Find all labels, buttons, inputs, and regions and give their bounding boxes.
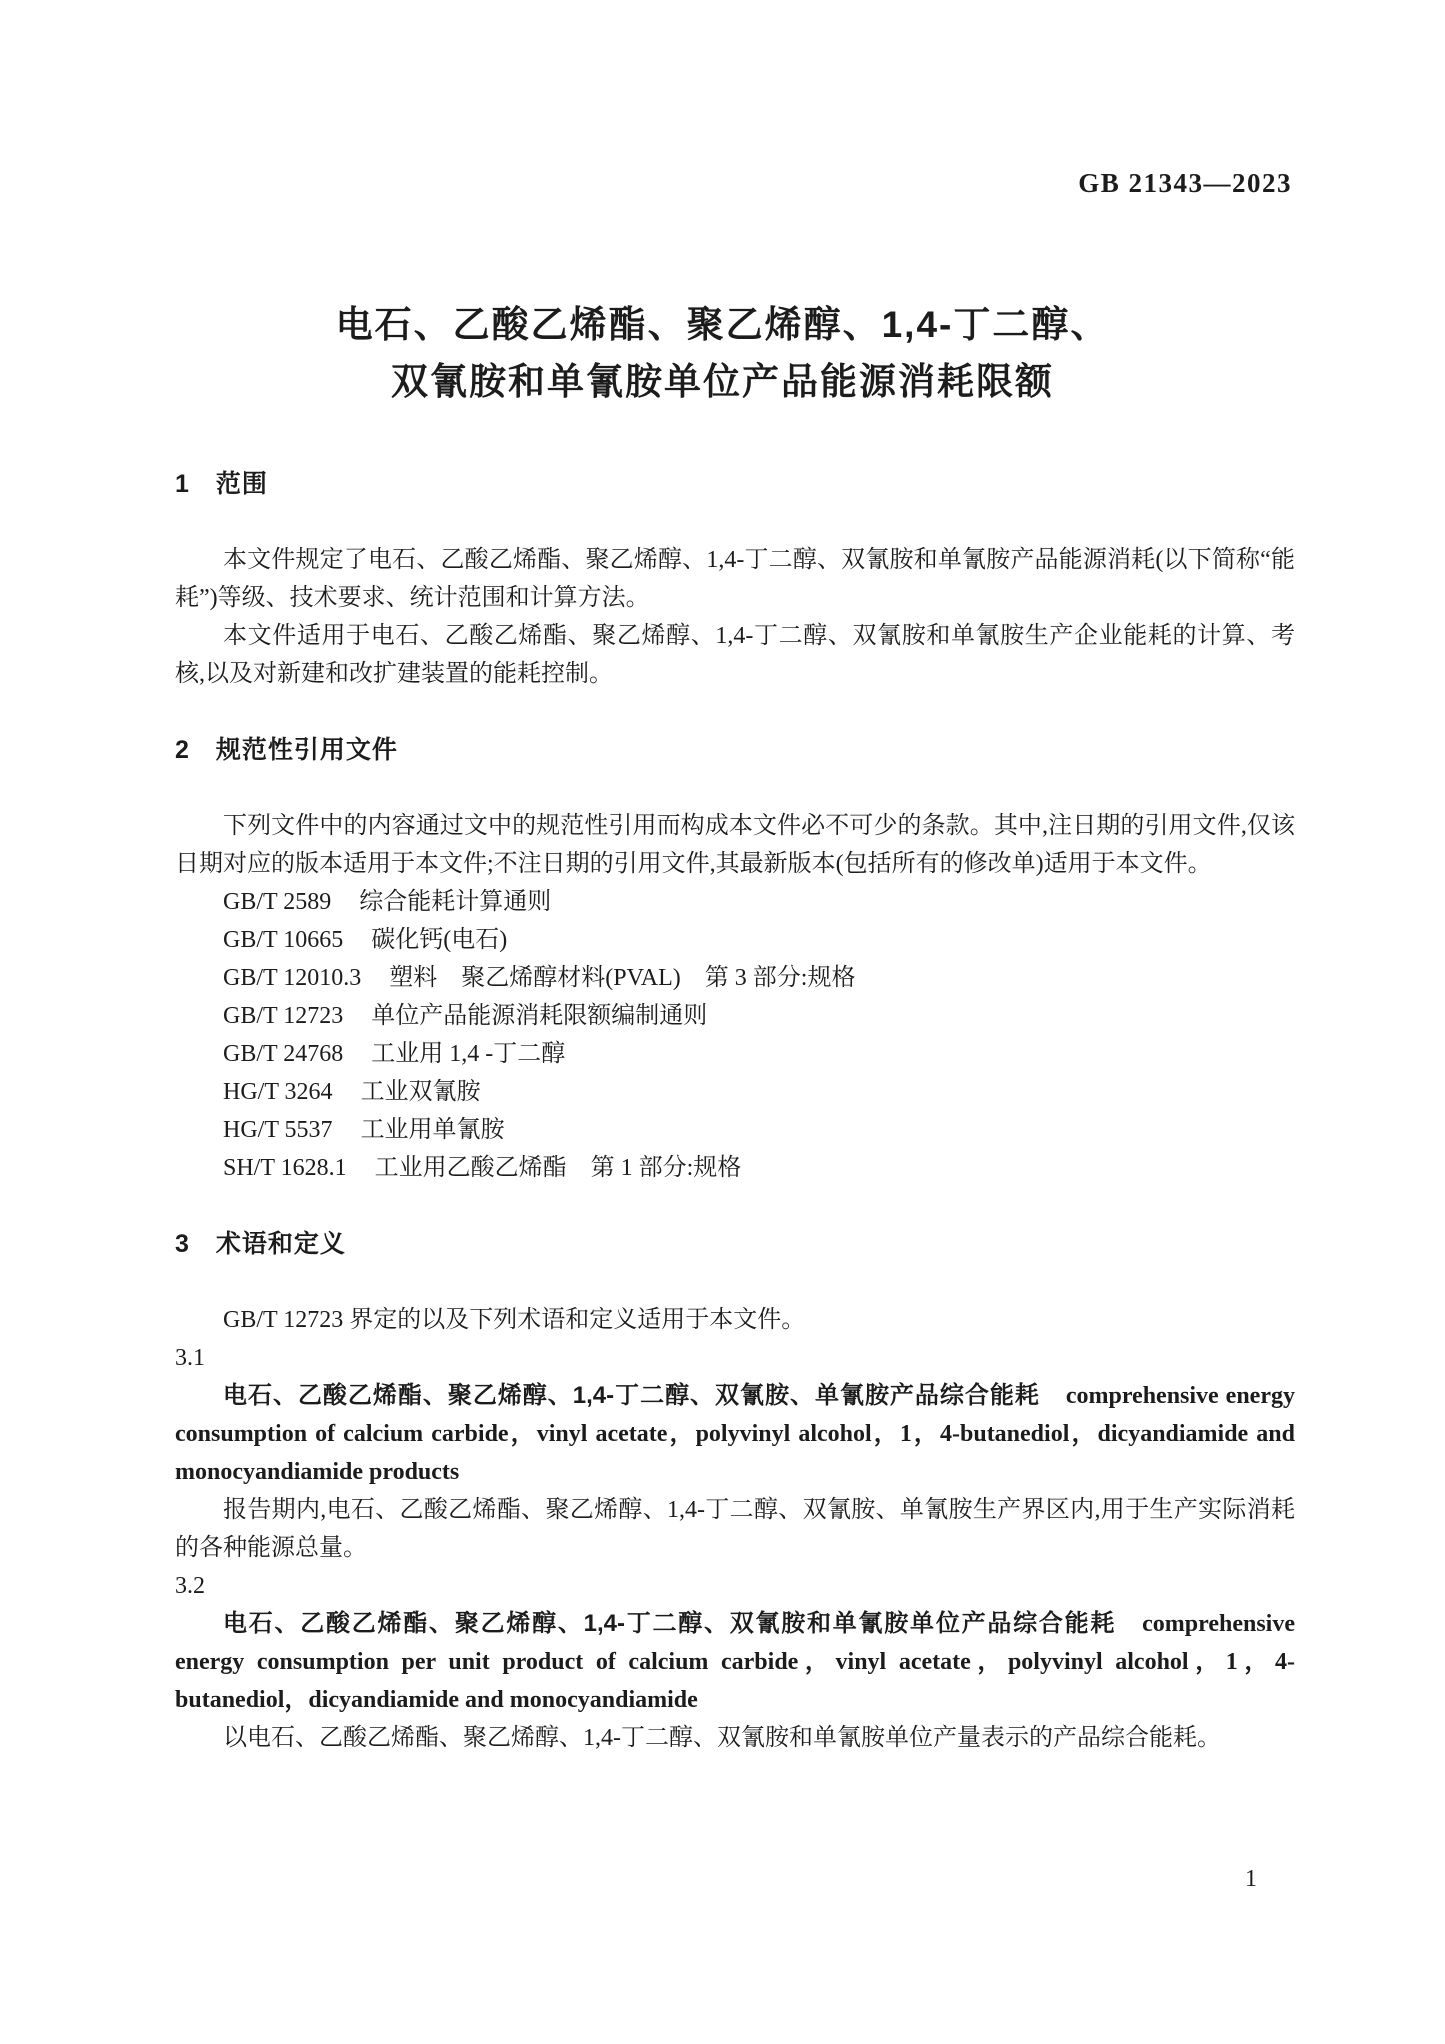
reference-item <box>175 1073 1295 1111</box>
term-english: comprehensive energy consumption per unit product of calcium carbide，vinyl acetate，polyvinyl alcohol，1，4-butanediol，dicyandiamide and monocyandiamide <box>175 1611 1295 1713</box>
reference-code: GB/T 12010.3 <box>223 965 362 991</box>
reference-code: HG/T 3264 <box>223 1079 333 1105</box>
reference-item <box>175 959 1295 997</box>
section-number: 1 <box>175 470 190 498</box>
reference-title: 单位产品能源消耗限额编制通则 <box>371 1003 708 1029</box>
reference-code: HG/T 5537 <box>223 1117 333 1143</box>
document-title <box>70 296 1375 410</box>
reference-code: GB/T 24768 <box>223 1041 344 1067</box>
term-definition: 报告期内,电石、乙酸乙烯酯、聚乙烯醇、1,4-丁二醇、双氰胺、单氰胺生产界区内,用于生产实际消耗的各种能源总量。 <box>175 1497 1295 1561</box>
reference-item <box>175 997 1295 1035</box>
reference-title: 工业用乙酸乙烯酯 第 1 部分:规格 <box>374 1155 742 1181</box>
section-number: 2 <box>175 736 190 764</box>
term-english: comprehensive energy consumption of calcium carbide，vinyl acetate，polyvinyl alcohol，1，4-butanediol，dicyandiamide and monocyandiamide products <box>175 1383 1295 1485</box>
term-entry <box>175 1605 1295 1719</box>
term-entry <box>175 1377 1295 1491</box>
reference-title: 工业用单氰胺 <box>360 1117 505 1143</box>
reference-title: 综合能耗计算通则 <box>359 889 552 915</box>
term-definition: 以电石、乙酸乙烯酯、聚乙烯醇、1,4-丁二醇、双氰胺和单氰胺单位产量表示的产品综合能耗。 <box>223 1725 1221 1751</box>
standard-code: GB 21343—2023 <box>1078 168 1292 198</box>
section-heading-terms-definitions <box>175 1225 1295 1263</box>
reference-item <box>175 1035 1295 1073</box>
reference-code: GB/T 10665 <box>223 927 344 953</box>
reference-title: 塑料 聚乙烯醇材料(PVAL) 第 3 部分:规格 <box>389 965 856 991</box>
section-heading-normative-references <box>175 731 1295 769</box>
reference-item <box>175 883 1295 921</box>
reference-title: 工业双氰胺 <box>360 1079 481 1105</box>
document-body <box>175 465 1295 1757</box>
reference-code: GB/T 12723 <box>223 1003 344 1029</box>
reference-item <box>175 921 1295 959</box>
term-chinese: 电石、乙酸乙烯酯、聚乙烯醇、1,4-丁二醇、双氰胺、单氰胺产品综合能耗 <box>223 1382 1040 1409</box>
section-heading-scope <box>175 465 1295 503</box>
reference-code: GB/T 2589 <box>223 889 332 915</box>
term-chinese: 电石、乙酸乙烯酯、聚乙烯醇、1,4-丁二醇、双氰胺和单氰胺单位产品综合能耗 <box>223 1610 1117 1637</box>
reference-title: 碳化钙(电石) <box>371 927 508 953</box>
reference-code: SH/T 1628.1 <box>223 1155 347 1181</box>
clause-number-3-1: 3.1 <box>175 1345 205 1371</box>
section-number: 3 <box>175 1230 190 1258</box>
document-title-line-2: 双氰胺和单氰胺单位产品能源消耗限额 <box>391 361 1054 402</box>
clause-number-3-2: 3.2 <box>175 1573 205 1599</box>
page-number: 1 <box>1245 1866 1257 1892</box>
document-title-line-1: 电石、乙酸乙烯酯、聚乙烯醇、1,4-丁二醇、 <box>335 304 1110 345</box>
reference-item <box>175 1149 1295 1187</box>
references-intro-paragraph: 下列文件中的内容通过文中的规范性引用而构成本文件必不可少的条款。其中,注日期的引用文件,仅该日期对应的版本适用于本文件;不注日期的引用文件,其最新版本(包括所有的修改单)适用于本文件。 <box>175 813 1295 877</box>
reference-item <box>175 1111 1295 1149</box>
section-title: 规范性引用文件 <box>215 736 398 764</box>
section-title: 术语和定义 <box>215 1230 346 1258</box>
reference-title: 工业用 1,4 -丁二醇 <box>371 1041 566 1067</box>
terms-intro-paragraph: GB/T 12723 界定的以及下列术语和定义适用于本文件。 <box>223 1307 806 1333</box>
section-title: 范围 <box>215 470 268 498</box>
scope-paragraph: 本文件适用于电石、乙酸乙烯酯、聚乙烯醇、1,4-丁二醇、双氰胺和单氰胺生产企业能耗的计算、考核,以及对新建和改扩建装置的能耗控制。 <box>175 623 1295 687</box>
scope-paragraph: 本文件规定了电石、乙酸乙烯酯、聚乙烯醇、1,4-丁二醇、双氰胺和单氰胺产品能源消耗(以下简称“能耗”)等级、技术要求、统计范围和计算方法。 <box>175 547 1295 611</box>
